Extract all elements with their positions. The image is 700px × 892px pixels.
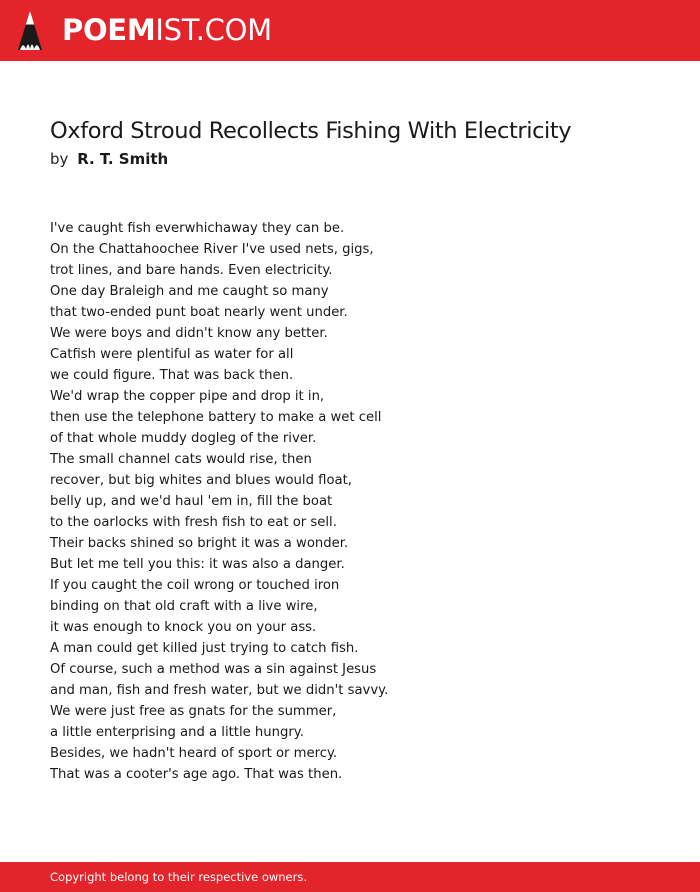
poem-line: Of course, such a method was a sin against Jesus (50, 662, 377, 677)
poem-line: That was a cooter's age ago. That was then. (50, 767, 343, 782)
poem-line: A man could get killed just trying to catch fish. (50, 641, 359, 656)
poem-line: Besides, we hadn't heard of sport or mercy. (50, 746, 338, 761)
pencil-logo-icon[interactable] (17, 10, 43, 52)
poem-body (50, 218, 650, 785)
poem-line: We were boys and didn't know any better. (50, 326, 328, 341)
site-logo[interactable] (62, 12, 272, 48)
poem-line: a little enterprising and a little hungry. (50, 725, 304, 740)
site-footer (0, 862, 700, 892)
author-name: R. T. Smith (77, 150, 169, 168)
poem-line: If you caught the coil wrong or touched iron (50, 578, 340, 593)
poem-line: binding on that old craft with a live wire, (50, 599, 318, 614)
poem-line: But let me tell you this: it was also a danger. (50, 557, 345, 572)
poem-line: One day Braleigh and me caught so many (50, 284, 329, 299)
poem-line: it was enough to knock you on your ass. (50, 620, 317, 635)
byline (50, 148, 168, 170)
poem-line: belly up, and we'd haul 'em in, fill the boat (50, 494, 333, 509)
poem-title: Oxford Stroud Recollects Fishing With Electricity (50, 118, 572, 144)
logo-light-text: IST.COM (155, 13, 272, 47)
logo-bold-text: POEM (62, 13, 156, 47)
poem-line: and man, fish and fresh water, but we didn't savvy. (50, 683, 389, 698)
by-prefix: by (50, 150, 69, 168)
poem-line: Catfish were plentiful as water for all (50, 347, 294, 362)
poem-line: recover, but big whites and blues would float, (50, 473, 352, 488)
poem-line: We were just free as gnats for the summer, (50, 704, 337, 719)
poem-line: Their backs shined so bright it was a wonder. (50, 536, 349, 551)
poem-line: to the oarlocks with fresh fish to eat or sell. (50, 515, 337, 530)
poem-line: On the Chattahoochee River I've used nets, gigs, (50, 242, 374, 257)
poem-line: trot lines, and bare hands. Even electricity. (50, 263, 333, 278)
poem-line: that two-ended punt boat nearly went under. (50, 305, 348, 320)
poem-line: We'd wrap the copper pipe and drop it in, (50, 389, 325, 404)
site-header (0, 0, 700, 61)
poem-line: The small channel cats would rise, then (50, 452, 312, 467)
poem-line: we could figure. That was back then. (50, 368, 294, 383)
poem-line: I've caught fish everwhichaway they can be. (50, 221, 345, 236)
poem-line: of that whole muddy dogleg of the river. (50, 431, 317, 446)
copyright-text: Copyright belong to their respective owners. (50, 870, 308, 884)
poem-line: then use the telephone battery to make a wet cell (50, 410, 382, 425)
